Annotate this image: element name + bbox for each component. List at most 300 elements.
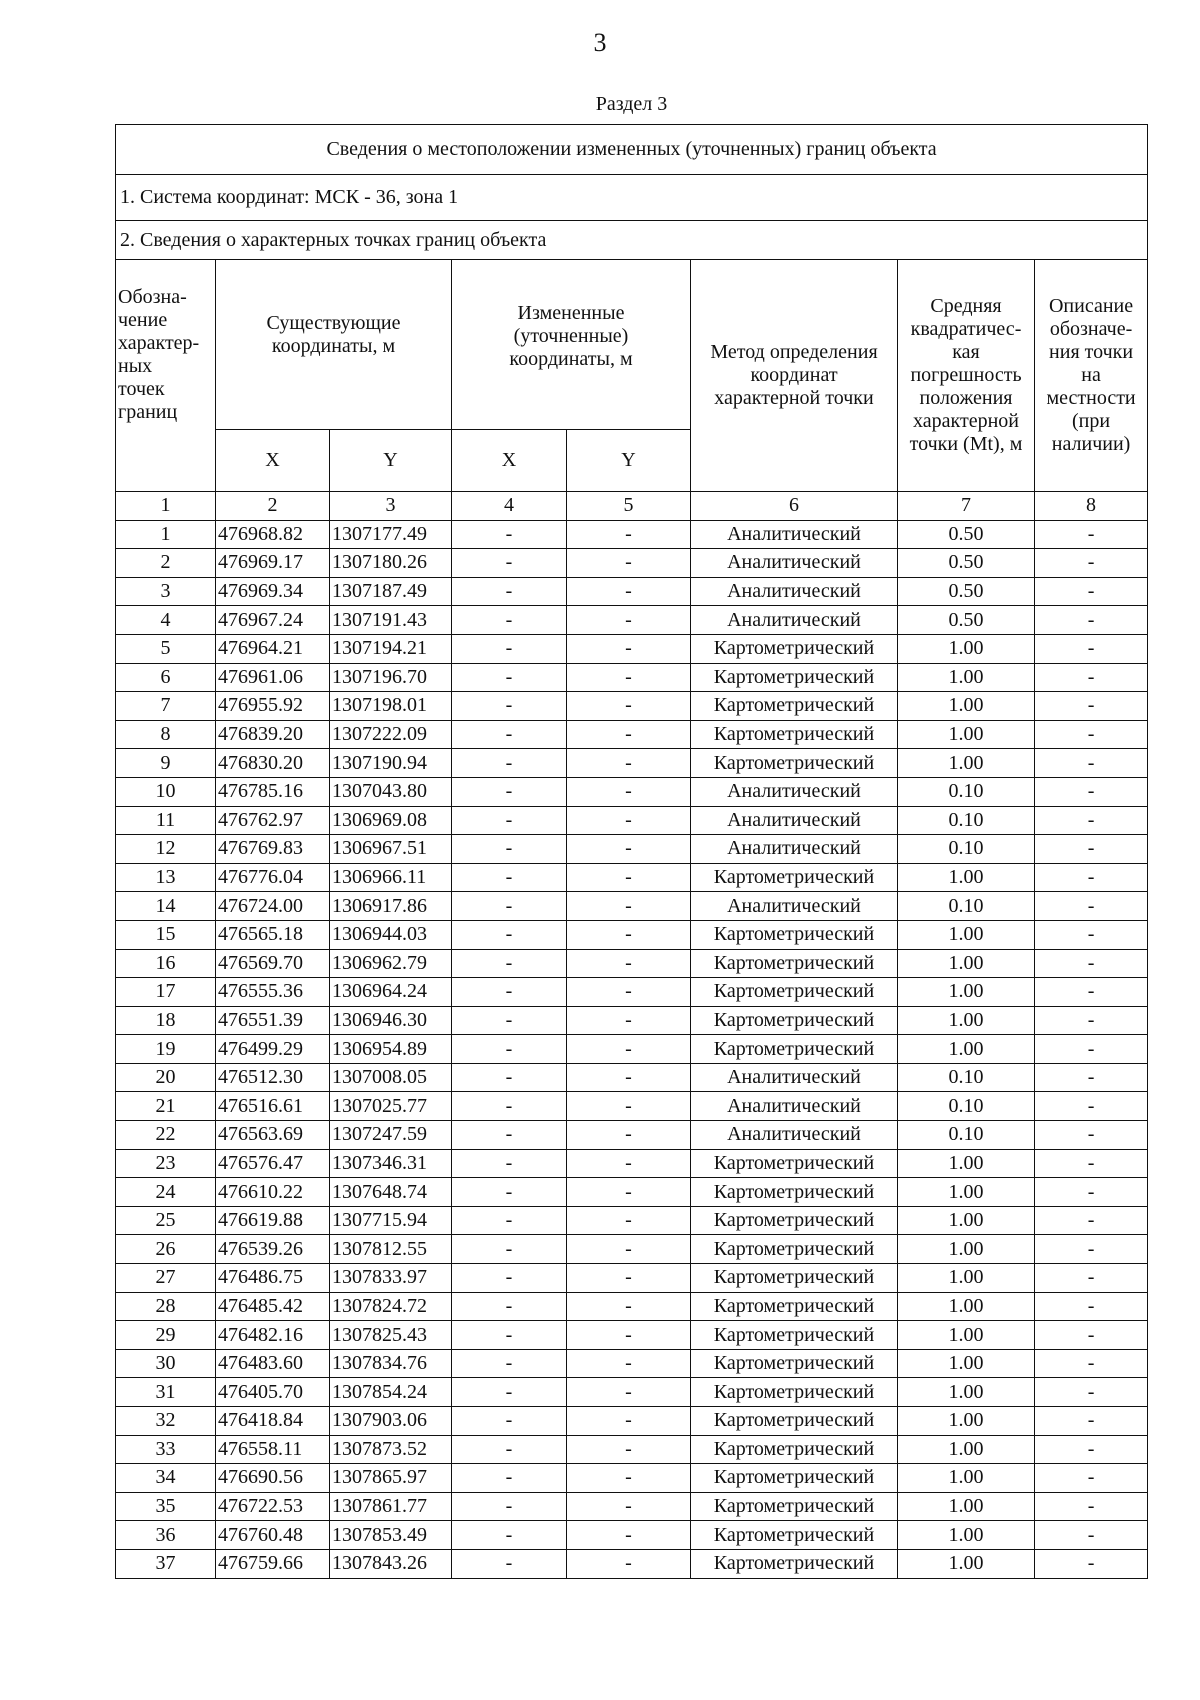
column-number: 1	[116, 492, 216, 521]
existing-x: 476785.16	[216, 777, 330, 806]
changed-y: -	[567, 663, 691, 692]
error-mt: 0.50	[898, 549, 1035, 578]
table-row	[116, 577, 1148, 606]
existing-x: 476405.70	[216, 1378, 330, 1407]
description: -	[1035, 1264, 1148, 1293]
method: Картометрический	[691, 920, 898, 949]
changed-y: -	[567, 1464, 691, 1493]
point-number: 9	[116, 749, 216, 778]
method: Картометрический	[691, 663, 898, 692]
table-row	[116, 749, 1148, 778]
point-number: 31	[116, 1378, 216, 1407]
changed-x: -	[452, 1121, 567, 1150]
changed-x: -	[452, 1063, 567, 1092]
method: Картометрический	[691, 1378, 898, 1407]
table-row	[116, 1092, 1148, 1121]
point-number: 3	[116, 577, 216, 606]
existing-x: 476516.61	[216, 1092, 330, 1121]
description: -	[1035, 835, 1148, 864]
existing-x: 476483.60	[216, 1349, 330, 1378]
changed-y: -	[567, 892, 691, 921]
method: Аналитический	[691, 892, 898, 921]
point-number: 33	[116, 1435, 216, 1464]
changed-y: -	[567, 1321, 691, 1350]
method: Картометрический	[691, 1435, 898, 1464]
existing-x: 476551.39	[216, 1006, 330, 1035]
changed-y: -	[567, 720, 691, 749]
method: Картометрический	[691, 1178, 898, 1207]
point-number: 37	[116, 1549, 216, 1578]
method: Картометрический	[691, 1521, 898, 1550]
changed-y: -	[567, 949, 691, 978]
method: Картометрический	[691, 1149, 898, 1178]
method: Картометрический	[691, 863, 898, 892]
changed-x: -	[452, 1407, 567, 1436]
changed-y: -	[567, 835, 691, 864]
existing-y: 1306967.51	[330, 835, 452, 864]
existing-x: 476830.20	[216, 749, 330, 778]
method: Аналитический	[691, 1121, 898, 1150]
error-mt: 1.00	[898, 1035, 1035, 1064]
error-mt: 1.00	[898, 920, 1035, 949]
description: -	[1035, 1492, 1148, 1521]
changed-x: -	[452, 1006, 567, 1035]
existing-x: 476555.36	[216, 978, 330, 1007]
description: -	[1035, 1292, 1148, 1321]
page-number: 3	[593, 28, 607, 57]
description: -	[1035, 1549, 1148, 1578]
changed-x: -	[452, 1378, 567, 1407]
changed-y: -	[567, 520, 691, 549]
changed-x: -	[452, 806, 567, 835]
existing-y: 1307834.76	[330, 1349, 452, 1378]
error-mt: 1.00	[898, 1492, 1035, 1521]
header-changed-x: X	[452, 430, 567, 492]
existing-y: 1306969.08	[330, 806, 452, 835]
changed-x: -	[452, 1349, 567, 1378]
error-mt: 1.00	[898, 1349, 1035, 1378]
header-existing-y: Y	[330, 430, 452, 492]
existing-y: 1307194.21	[330, 634, 452, 663]
point-number: 27	[116, 1264, 216, 1293]
point-number: 5	[116, 634, 216, 663]
error-mt: 0.10	[898, 1063, 1035, 1092]
changed-x: -	[452, 1464, 567, 1493]
method: Картометрический	[691, 1006, 898, 1035]
method: Аналитический	[691, 520, 898, 549]
method: Картометрический	[691, 634, 898, 663]
section-title: Раздел 3	[595, 93, 668, 115]
existing-y: 1307873.52	[330, 1435, 452, 1464]
table-row	[116, 1063, 1148, 1092]
error-mt: 1.00	[898, 749, 1035, 778]
changed-x: -	[452, 949, 567, 978]
header-error: Средняя квадратичес- кая погрешность положения характерной точки (Mt), м	[898, 260, 1035, 492]
changed-x: -	[452, 1235, 567, 1264]
table-row	[116, 777, 1148, 806]
point-number: 24	[116, 1178, 216, 1207]
point-number: 18	[116, 1006, 216, 1035]
description: -	[1035, 777, 1148, 806]
description: -	[1035, 1521, 1148, 1550]
table-row	[116, 1492, 1148, 1521]
method: Картометрический	[691, 1492, 898, 1521]
description: -	[1035, 606, 1148, 635]
column-number: 5	[567, 492, 691, 521]
point-number: 14	[116, 892, 216, 921]
existing-y: 1306944.03	[330, 920, 452, 949]
table-row	[116, 1321, 1148, 1350]
changed-y: -	[567, 1521, 691, 1550]
description: -	[1035, 1063, 1148, 1092]
existing-y: 1307247.59	[330, 1121, 452, 1150]
existing-y: 1307043.80	[330, 777, 452, 806]
existing-y: 1306964.24	[330, 978, 452, 1007]
existing-y: 1306954.89	[330, 1035, 452, 1064]
table-row	[116, 835, 1148, 864]
changed-y: -	[567, 1178, 691, 1207]
point-number: 35	[116, 1492, 216, 1521]
point-number: 30	[116, 1349, 216, 1378]
description: -	[1035, 1321, 1148, 1350]
existing-x: 476486.75	[216, 1264, 330, 1293]
existing-y: 1307853.49	[330, 1521, 452, 1550]
changed-y: -	[567, 777, 691, 806]
point-number: 16	[116, 949, 216, 978]
changed-x: -	[452, 1292, 567, 1321]
existing-x: 476968.82	[216, 520, 330, 549]
error-mt: 0.10	[898, 1121, 1035, 1150]
changed-x: -	[452, 749, 567, 778]
method: Аналитический	[691, 835, 898, 864]
changed-x: -	[452, 1035, 567, 1064]
description: -	[1035, 1349, 1148, 1378]
method: Аналитический	[691, 549, 898, 578]
existing-x: 476418.84	[216, 1407, 330, 1436]
point-number: 22	[116, 1121, 216, 1150]
description: -	[1035, 920, 1148, 949]
existing-x: 476722.53	[216, 1492, 330, 1521]
column-number: 6	[691, 492, 898, 521]
table-title: Сведения о местоположении измененных (уточненных) границ объекта	[116, 125, 1148, 175]
error-mt: 1.00	[898, 1264, 1035, 1293]
point-number: 19	[116, 1035, 216, 1064]
existing-x: 476569.70	[216, 949, 330, 978]
method: Аналитический	[691, 777, 898, 806]
changed-y: -	[567, 1235, 691, 1264]
existing-y: 1307833.97	[330, 1264, 452, 1293]
point-number: 23	[116, 1149, 216, 1178]
existing-x: 476619.88	[216, 1206, 330, 1235]
changed-y: -	[567, 1264, 691, 1293]
changed-y: -	[567, 1292, 691, 1321]
method: Картометрический	[691, 1349, 898, 1378]
method: Картометрический	[691, 978, 898, 1007]
changed-x: -	[452, 1435, 567, 1464]
changed-x: -	[452, 920, 567, 949]
changed-x: -	[452, 1149, 567, 1178]
error-mt: 1.00	[898, 1549, 1035, 1578]
description: -	[1035, 1435, 1148, 1464]
table-row	[116, 863, 1148, 892]
existing-x: 476967.24	[216, 606, 330, 635]
point-number: 25	[116, 1206, 216, 1235]
table-row	[116, 978, 1148, 1007]
existing-y: 1307198.01	[330, 692, 452, 721]
table-row	[116, 1149, 1148, 1178]
existing-x: 476964.21	[216, 634, 330, 663]
changed-y: -	[567, 1435, 691, 1464]
existing-y: 1306946.30	[330, 1006, 452, 1035]
changed-y: -	[567, 1063, 691, 1092]
existing-x: 476961.06	[216, 663, 330, 692]
existing-x: 476482.16	[216, 1321, 330, 1350]
error-mt: 0.10	[898, 806, 1035, 835]
changed-y: -	[567, 806, 691, 835]
description: -	[1035, 520, 1148, 549]
description: -	[1035, 692, 1148, 721]
method: Аналитический	[691, 806, 898, 835]
changed-y: -	[567, 549, 691, 578]
table-row	[116, 720, 1148, 749]
method: Картометрический	[691, 1292, 898, 1321]
changed-x: -	[452, 549, 567, 578]
changed-x: -	[452, 1492, 567, 1521]
changed-x: -	[452, 1178, 567, 1207]
existing-x: 476762.97	[216, 806, 330, 835]
column-number: 4	[452, 492, 567, 521]
error-mt: 1.00	[898, 663, 1035, 692]
changed-x: -	[452, 577, 567, 606]
header-existing-coordinates: Существующие координаты, м	[216, 260, 452, 430]
method: Картометрический	[691, 720, 898, 749]
changed-x: -	[452, 1321, 567, 1350]
existing-x: 476558.11	[216, 1435, 330, 1464]
description: -	[1035, 1378, 1148, 1407]
changed-x: -	[452, 663, 567, 692]
point-number: 6	[116, 663, 216, 692]
changed-y: -	[567, 692, 691, 721]
method: Аналитический	[691, 1063, 898, 1092]
error-mt: 1.00	[898, 1006, 1035, 1035]
error-mt: 1.00	[898, 634, 1035, 663]
table-row	[116, 892, 1148, 921]
existing-x: 476499.29	[216, 1035, 330, 1064]
method: Картометрический	[691, 1264, 898, 1293]
table-row	[116, 1264, 1148, 1293]
error-mt: 1.00	[898, 1435, 1035, 1464]
changed-y: -	[567, 577, 691, 606]
existing-y: 1307025.77	[330, 1092, 452, 1121]
changed-x: -	[452, 777, 567, 806]
column-number: 8	[1035, 492, 1148, 521]
changed-y: -	[567, 606, 691, 635]
error-mt: 1.00	[898, 863, 1035, 892]
existing-x: 476576.47	[216, 1149, 330, 1178]
changed-x: -	[452, 863, 567, 892]
header-designation: Обозна- чение характер- ных точек границ	[116, 260, 216, 492]
changed-x: -	[452, 1264, 567, 1293]
changed-x: -	[452, 1549, 567, 1578]
changed-x: -	[452, 1206, 567, 1235]
existing-y: 1306917.86	[330, 892, 452, 921]
error-mt: 0.10	[898, 1092, 1035, 1121]
changed-x: -	[452, 835, 567, 864]
point-number: 29	[116, 1321, 216, 1350]
existing-x: 476769.83	[216, 835, 330, 864]
existing-x: 476776.04	[216, 863, 330, 892]
error-mt: 1.00	[898, 1149, 1035, 1178]
existing-y: 1307180.26	[330, 549, 452, 578]
existing-x: 476539.26	[216, 1235, 330, 1264]
description: -	[1035, 1035, 1148, 1064]
existing-y: 1307187.49	[330, 577, 452, 606]
table-row	[116, 1206, 1148, 1235]
existing-x: 476969.17	[216, 549, 330, 578]
description: -	[1035, 1178, 1148, 1207]
changed-y: -	[567, 978, 691, 1007]
header-changed-coordinates: Измененные (уточненные) координаты, м	[452, 260, 691, 430]
point-number: 1	[116, 520, 216, 549]
error-mt: 0.10	[898, 777, 1035, 806]
boundary-points-table	[115, 124, 1148, 1579]
method: Картометрический	[691, 949, 898, 978]
existing-y: 1307648.74	[330, 1178, 452, 1207]
existing-y: 1306966.11	[330, 863, 452, 892]
changed-y: -	[567, 1035, 691, 1064]
description: -	[1035, 892, 1148, 921]
point-number: 2	[116, 549, 216, 578]
changed-x: -	[452, 606, 567, 635]
method: Картометрический	[691, 749, 898, 778]
column-number: 3	[330, 492, 452, 521]
existing-y: 1307812.55	[330, 1235, 452, 1264]
point-number: 15	[116, 920, 216, 949]
description: -	[1035, 1006, 1148, 1035]
method: Картометрический	[691, 692, 898, 721]
existing-y: 1307865.97	[330, 1464, 452, 1493]
error-mt: 1.00	[898, 1321, 1035, 1350]
method: Картометрический	[691, 1407, 898, 1436]
changed-y: -	[567, 863, 691, 892]
changed-y: -	[567, 1549, 691, 1578]
existing-y: 1307854.24	[330, 1378, 452, 1407]
error-mt: 1.00	[898, 1292, 1035, 1321]
method: Аналитический	[691, 606, 898, 635]
existing-y: 1307346.31	[330, 1149, 452, 1178]
table-row	[116, 549, 1148, 578]
table-row	[116, 520, 1148, 549]
error-mt: 1.00	[898, 1464, 1035, 1493]
existing-x: 476563.69	[216, 1121, 330, 1150]
changed-y: -	[567, 1149, 691, 1178]
table-row	[116, 1464, 1148, 1493]
existing-y: 1307191.43	[330, 606, 452, 635]
changed-y: -	[567, 1407, 691, 1436]
changed-x: -	[452, 634, 567, 663]
error-mt: 0.10	[898, 835, 1035, 864]
description: -	[1035, 949, 1148, 978]
point-number: 36	[116, 1521, 216, 1550]
error-mt: 1.00	[898, 1378, 1035, 1407]
error-mt: 0.10	[898, 892, 1035, 921]
description: -	[1035, 720, 1148, 749]
error-mt: 1.00	[898, 1206, 1035, 1235]
description: -	[1035, 1092, 1148, 1121]
changed-y: -	[567, 1378, 691, 1407]
column-numbers-row	[116, 492, 1148, 521]
method: Картометрический	[691, 1464, 898, 1493]
existing-y: 1307825.43	[330, 1321, 452, 1350]
header-changed-y: Y	[567, 430, 691, 492]
column-number: 7	[898, 492, 1035, 521]
changed-x: -	[452, 720, 567, 749]
changed-y: -	[567, 1492, 691, 1521]
method: Картометрический	[691, 1035, 898, 1064]
existing-y: 1306962.79	[330, 949, 452, 978]
existing-y: 1307824.72	[330, 1292, 452, 1321]
existing-x: 476759.66	[216, 1549, 330, 1578]
table-row	[116, 1292, 1148, 1321]
description: -	[1035, 1206, 1148, 1235]
table-row	[116, 663, 1148, 692]
existing-x: 476839.20	[216, 720, 330, 749]
method: Картометрический	[691, 1206, 898, 1235]
changed-y: -	[567, 1349, 691, 1378]
table-row	[116, 1178, 1148, 1207]
table-row	[116, 1549, 1148, 1578]
changed-y: -	[567, 749, 691, 778]
point-number: 32	[116, 1407, 216, 1436]
table-row	[116, 920, 1148, 949]
changed-y: -	[567, 634, 691, 663]
table-row	[116, 949, 1148, 978]
description: -	[1035, 1464, 1148, 1493]
table-row	[116, 1435, 1148, 1464]
description: -	[1035, 1407, 1148, 1436]
table-row	[116, 1235, 1148, 1264]
table-row	[116, 1035, 1148, 1064]
table-row	[116, 1121, 1148, 1150]
changed-x: -	[452, 692, 567, 721]
existing-y: 1307196.70	[330, 663, 452, 692]
existing-y: 1307715.94	[330, 1206, 452, 1235]
table-row	[116, 1407, 1148, 1436]
table-row	[116, 692, 1148, 721]
point-number: 20	[116, 1063, 216, 1092]
header-method: Метод определения координат характерной точки	[691, 260, 898, 492]
error-mt: 1.00	[898, 1235, 1035, 1264]
point-number: 17	[116, 978, 216, 1007]
changed-y: -	[567, 1121, 691, 1150]
error-mt: 1.00	[898, 1178, 1035, 1207]
column-number: 2	[216, 492, 330, 521]
existing-y: 1307903.06	[330, 1407, 452, 1436]
method: Аналитический	[691, 577, 898, 606]
table-row	[116, 634, 1148, 663]
description: -	[1035, 978, 1148, 1007]
method: Картометрический	[691, 1235, 898, 1264]
point-number: 7	[116, 692, 216, 721]
point-number: 4	[116, 606, 216, 635]
changed-x: -	[452, 1521, 567, 1550]
existing-x: 476955.92	[216, 692, 330, 721]
existing-x: 476512.30	[216, 1063, 330, 1092]
table-row	[116, 1521, 1148, 1550]
method: Картометрический	[691, 1321, 898, 1350]
point-number: 26	[116, 1235, 216, 1264]
point-number: 13	[116, 863, 216, 892]
